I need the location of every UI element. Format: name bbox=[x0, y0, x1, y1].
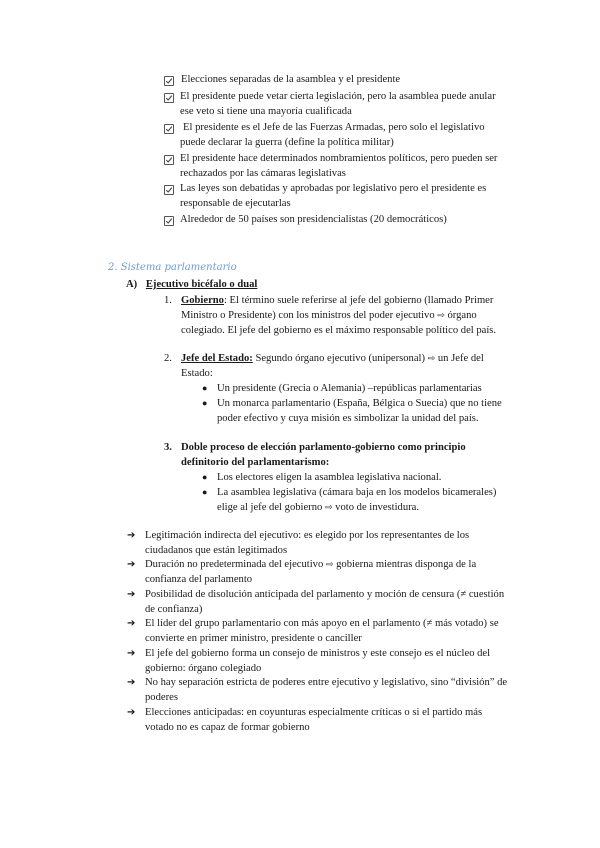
right-arrow-icon: ⇨ bbox=[324, 503, 333, 513]
checklist-item-cont: ese veto si tiene una mayoría cualificada bbox=[180, 106, 352, 117]
arrow-bullet-icon: ➔ bbox=[127, 530, 136, 541]
bullet-item: Los electores eligen la asamblea legislativa nacional. bbox=[217, 472, 442, 483]
arrow-item-cont: gobierno: órgano colegiado bbox=[145, 663, 262, 674]
arrow-bullet-icon: ➔ bbox=[127, 677, 136, 688]
checklist-item: El presidente es el Jefe de las Fuerzas Armadas, pero solo el legislativo bbox=[183, 122, 485, 133]
item-line bbox=[181, 308, 477, 324]
arrow-item-cont: poderes bbox=[145, 692, 178, 703]
bullet-item-cont: poder efectivo y cuya misión es simbolizar la unidad del país. bbox=[217, 413, 479, 424]
arrow-item: El líder del grupo parlamentario con más apoyo en el parlamento (≠ más votado) se bbox=[145, 618, 499, 629]
checkbox-checked-icon bbox=[164, 76, 174, 86]
checklist-item: Las leyes son debatidas y aprobadas por legislativo pero el presidente es bbox=[180, 183, 487, 194]
arrow-item-text: Duración no predeterminada del ejecutivo bbox=[145, 559, 324, 570]
checkbox-checked-icon bbox=[164, 93, 174, 103]
item-line: colegiado. El jefe del gobierno es el máximo responsable político del país. bbox=[181, 325, 497, 336]
bullet-icon: ● bbox=[202, 383, 208, 393]
item-line bbox=[181, 293, 493, 308]
right-arrow-icon: ⇨ bbox=[427, 354, 436, 364]
bullet-icon: ● bbox=[202, 472, 208, 482]
arrow-item-cont: de confianza) bbox=[145, 604, 203, 615]
bullet-icon: ● bbox=[202, 398, 208, 408]
arrow-item-text: gobierna mientras disponga de la bbox=[336, 559, 477, 570]
checklist-item: Alrededor de 50 países son presidencialistas (20 democráticos) bbox=[180, 214, 447, 225]
item-label: Jefe del Estado: bbox=[181, 353, 253, 364]
item-title: Doble proceso de elección parlamento-gobierno como principio bbox=[181, 442, 466, 453]
item-title-cont: definitorio del parlamentarismo: bbox=[181, 457, 330, 468]
checkbox-checked-icon bbox=[164, 155, 174, 165]
bullet-text: voto de investidura. bbox=[335, 502, 420, 513]
item-text: : El término suele referirse al jefe del gobierno (llamado Primer bbox=[223, 295, 494, 306]
arrow-item-cont: confianza del parlamento bbox=[145, 574, 253, 585]
bullet-item: La asamblea legislativa (cámara baja en los modelos bicamerales) bbox=[217, 487, 497, 498]
arrow-bullet-icon: ➔ bbox=[127, 589, 136, 600]
section-heading: 2. Sistema parlamentario bbox=[108, 262, 237, 273]
item-text: Segundo órgano ejecutivo (unipersonal) bbox=[252, 353, 426, 364]
arrow-item-cont: convierte en primer ministro, presidente o canciller bbox=[145, 633, 362, 644]
bullet-icon: ● bbox=[202, 487, 208, 497]
arrow-item: No hay separación estricta de poderes entre ejecutivo y legislativo, sino “división” de bbox=[145, 677, 508, 688]
subsection-title: Ejecutivo bicéfalo o dual bbox=[145, 279, 258, 290]
arrow-item: Posibilidad de disolución anticipada del parlamento y moción de censura (≠ cuestión bbox=[145, 589, 505, 600]
item-label: Gobierno bbox=[181, 295, 224, 306]
item-number: 3. bbox=[164, 442, 172, 453]
right-arrow-icon: ⇨ bbox=[325, 560, 334, 570]
subsection-heading bbox=[126, 277, 257, 292]
arrow-bullet-icon: ➔ bbox=[127, 559, 136, 570]
arrow-item-cont: ciudadanos que están legitimados bbox=[145, 545, 288, 556]
arrow-item: Elecciones anticipadas: en coyunturas especialmente críticas o si el partido más bbox=[145, 707, 483, 718]
checklist-item-cont: puede declarar la guerra (define la política militar) bbox=[180, 137, 394, 148]
checklist-item-cont: rechazados por las cámaras legislativas bbox=[180, 168, 346, 179]
bullet-item-cont bbox=[217, 500, 419, 516]
item-line: Estado: bbox=[181, 368, 213, 379]
item-text: Ministro o Presidente) con los ministros del poder ejecutivo bbox=[181, 310, 435, 321]
arrow-item bbox=[145, 557, 476, 573]
bullet-item: Un presidente (Grecia o Alemania) –repúblicas parlamentarias bbox=[217, 383, 482, 394]
subsection-letter: A) bbox=[126, 279, 138, 290]
item-number: 2. bbox=[164, 353, 172, 364]
item-text: un Jefe del bbox=[437, 353, 484, 364]
checklist-item: El presidente puede vetar cierta legislación, pero la asamblea puede anular bbox=[180, 91, 496, 102]
checkbox-checked-icon bbox=[164, 124, 174, 134]
bullet-text: elige al jefe del gobierno bbox=[217, 502, 323, 513]
bullet-item: Un monarca parlamentario (España, Bélgica o Suecia) que no tiene bbox=[217, 398, 502, 409]
checklist-item: El presidente hace determinados nombramientos políticos, pero pueden ser bbox=[180, 153, 498, 164]
arrow-bullet-icon: ➔ bbox=[127, 707, 136, 718]
right-arrow-icon: ⇨ bbox=[437, 311, 445, 321]
arrow-item: Legitimación indirecta del ejecutivo: es elegido por los representantes de los bbox=[145, 530, 470, 541]
item-number: 1. bbox=[164, 295, 172, 306]
arrow-item: El jefe del gobierno forma un consejo de ministros y este consejo es el núcleo del bbox=[145, 648, 491, 659]
checkbox-checked-icon bbox=[164, 185, 174, 195]
item-text: órgano bbox=[447, 310, 477, 321]
checklist-item-cont: responsable de ejecutarlas bbox=[180, 198, 291, 209]
checkbox-checked-icon bbox=[164, 216, 174, 226]
checklist-item: Elecciones separadas de la asamblea y el presidente bbox=[181, 74, 401, 85]
arrow-item-cont: votado no es capaz de formar gobierno bbox=[145, 722, 310, 733]
arrow-bullet-icon: ➔ bbox=[127, 648, 136, 659]
item-line bbox=[181, 351, 484, 367]
arrow-bullet-icon: ➔ bbox=[127, 618, 136, 629]
